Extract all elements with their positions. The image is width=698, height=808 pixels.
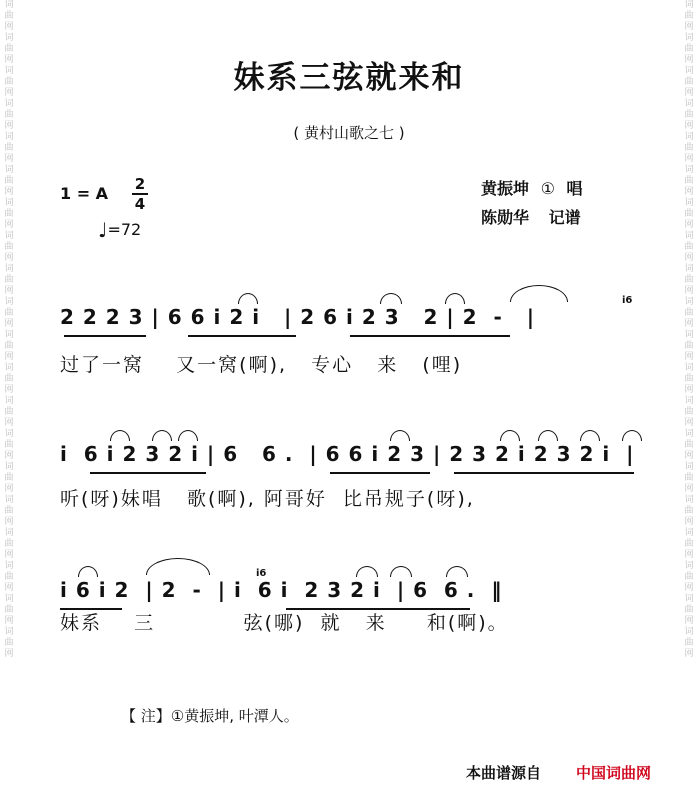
watermark-char: 词 — [684, 0, 694, 10]
watermark-char: 网 — [684, 319, 694, 329]
watermark-char: 曲 — [4, 638, 14, 648]
watermark-char: 网 — [4, 550, 14, 560]
recorder-credit — [481, 205, 581, 228]
slur — [538, 430, 558, 441]
score-line-2 — [60, 442, 660, 482]
slur — [110, 430, 130, 441]
watermark-char: 网 — [4, 484, 14, 494]
watermark-char: 网 — [4, 616, 14, 626]
watermark-char: 网 — [684, 253, 694, 263]
watermark-char: 词 — [684, 429, 694, 439]
watermark-char: 曲 — [4, 473, 14, 483]
watermark-char: 词 — [4, 0, 14, 10]
song-title: 妹系三弦就来和 — [233, 60, 465, 96]
tie — [146, 558, 210, 575]
watermark-char: 曲 — [4, 341, 14, 351]
watermark-char: 词 — [4, 429, 14, 439]
watermark-char: 词 — [684, 297, 694, 307]
watermark-char: 词 — [684, 462, 694, 472]
watermark-char: 词 — [4, 66, 14, 76]
watermark-char: 词 — [684, 330, 694, 340]
watermark-char: 网 — [684, 451, 694, 461]
watermark-char: 网 — [4, 121, 14, 131]
watermark-char: 曲 — [684, 209, 694, 219]
watermark-char: 网 — [4, 583, 14, 593]
watermark-char: 曲 — [684, 110, 694, 120]
watermark-char: 曲 — [4, 77, 14, 87]
tempo-value: =72 — [107, 220, 142, 239]
watermark-char: 网 — [684, 22, 694, 32]
watermark-char: 曲 — [4, 605, 14, 615]
watermark-char: 词 — [4, 297, 14, 307]
watermark-char: 网 — [684, 550, 694, 560]
watermark-char: 曲 — [4, 407, 14, 417]
source-label: 本曲谱源自 — [466, 764, 542, 782]
grace-note: i6 — [622, 295, 633, 306]
watermark-char: 网 — [684, 616, 694, 626]
watermark-char: 网 — [4, 286, 14, 296]
watermark-char: 网 — [684, 154, 694, 164]
watermark-char: 网 — [4, 220, 14, 230]
watermark-char: 词 — [684, 198, 694, 208]
time-signature — [132, 175, 148, 213]
singer-name: 黄振坤 — [481, 179, 530, 198]
slur — [152, 430, 172, 441]
watermark-char: 词 — [4, 495, 14, 505]
watermark-char: 曲 — [684, 638, 694, 648]
slur — [580, 430, 600, 441]
watermark-char: 词 — [684, 99, 694, 109]
watermark-char: 词 — [4, 33, 14, 43]
slur — [622, 430, 642, 441]
notation-line-1: 2 2 2 3 | 6 6 i 2 i | 2 6 i 2 3 2 | 2 - | — [60, 305, 535, 329]
watermark-char: 网 — [684, 484, 694, 494]
site-name: 中国词曲网 — [576, 764, 652, 782]
watermark-char: 网 — [684, 286, 694, 296]
watermark-char: 曲 — [4, 11, 14, 21]
watermark-char: 曲 — [684, 275, 694, 285]
tempo-marking — [98, 217, 142, 242]
time-numerator: 2 — [134, 175, 146, 193]
watermark-char: 词 — [684, 528, 694, 538]
watermark-char: 网 — [684, 517, 694, 527]
watermark-char: 网 — [684, 385, 694, 395]
footnote: 【 注】①黄振坤, 叶潭人。 — [121, 707, 299, 725]
slur — [500, 430, 520, 441]
beam — [330, 472, 430, 474]
watermark-char: 词 — [684, 33, 694, 43]
watermark-char: 词 — [684, 495, 694, 505]
slur — [356, 566, 378, 577]
grace-note: i6 — [256, 568, 267, 579]
watermark-char: 词 — [4, 528, 14, 538]
watermark-char: 曲 — [684, 341, 694, 351]
watermark-char: 曲 — [4, 308, 14, 318]
watermark-char: 网 — [684, 187, 694, 197]
watermark-char: 曲 — [4, 440, 14, 450]
watermark-char: 词 — [4, 132, 14, 142]
watermark-char: 曲 — [4, 506, 14, 516]
watermark-char: 曲 — [4, 539, 14, 549]
watermark-char: 网 — [4, 517, 14, 527]
slur — [390, 566, 412, 577]
beam — [188, 335, 296, 337]
watermark-char: 网 — [4, 649, 14, 659]
slur — [178, 430, 198, 441]
tie — [510, 285, 568, 302]
watermark-char: 词 — [684, 594, 694, 604]
slur — [380, 293, 402, 304]
watermark-char: 曲 — [4, 242, 14, 252]
watermark-char: 曲 — [4, 110, 14, 120]
watermark-char: 词 — [684, 66, 694, 76]
watermark-char: 词 — [684, 231, 694, 241]
recorder-name: 陈勋华 — [481, 208, 530, 227]
watermark-char: 网 — [4, 418, 14, 428]
recorder-role: 记谱 — [548, 208, 581, 227]
watermark-char: 曲 — [684, 77, 694, 87]
watermark-char: 曲 — [4, 209, 14, 219]
footnote-ref-mark: ① — [540, 179, 555, 198]
watermark-char: 词 — [4, 264, 14, 274]
watermark-char: 网 — [4, 253, 14, 263]
watermark-char: 词 — [4, 99, 14, 109]
watermark-char: 网 — [684, 418, 694, 428]
beam — [64, 335, 146, 337]
watermark-char: 网 — [4, 22, 14, 32]
watermark-char: 网 — [4, 154, 14, 164]
beam — [350, 335, 510, 337]
watermark-char: 词 — [4, 396, 14, 406]
watermark-char: 网 — [4, 451, 14, 461]
watermark-char: 曲 — [684, 374, 694, 384]
watermark-char: 曲 — [684, 44, 694, 54]
watermark-char: 网 — [684, 220, 694, 230]
watermark-char: 曲 — [684, 11, 694, 21]
watermark-char: 词 — [684, 165, 694, 175]
watermark-char: 词 — [4, 627, 14, 637]
slur — [445, 293, 465, 304]
watermark-char: 网 — [684, 88, 694, 98]
watermark-char: 网 — [4, 88, 14, 98]
watermark-char: 曲 — [684, 176, 694, 186]
lyrics-line-2: 听(呀)妹唱 歌(啊), 阿哥好 比吊规子(呀), — [60, 488, 475, 510]
watermark-char: 曲 — [684, 308, 694, 318]
notation-line-2: i 6 i 2 3 2 i | 6 6 . | 6 6 i 2 3 | 2 3 2 i 2 3 2 i | — [60, 442, 635, 466]
watermark-char: 词 — [684, 363, 694, 373]
watermark-char: 词 — [684, 132, 694, 142]
score-line-1 — [60, 295, 660, 345]
slur — [446, 566, 468, 577]
slur — [78, 566, 98, 577]
watermark-char: 词 — [4, 231, 14, 241]
quarter-note-icon: ♩ — [98, 217, 108, 242]
watermark-char: 曲 — [4, 275, 14, 285]
song-subtitle: ( 黄村山歌之七 ) — [293, 124, 405, 142]
watermark-char: 网 — [684, 121, 694, 131]
watermark-char: 词 — [684, 264, 694, 274]
watermark-char: 词 — [4, 165, 14, 175]
watermark-char: 网 — [684, 649, 694, 659]
watermark-char: 词 — [4, 198, 14, 208]
watermark-char: 网 — [684, 55, 694, 65]
watermark-char: 网 — [684, 352, 694, 362]
watermark-char: 曲 — [4, 143, 14, 153]
watermark-char: 网 — [4, 319, 14, 329]
watermark-char: 曲 — [684, 440, 694, 450]
slur — [390, 430, 410, 441]
watermark-char: 网 — [4, 385, 14, 395]
watermark-char: 词 — [4, 594, 14, 604]
watermark-char: 网 — [4, 55, 14, 65]
watermark-char: 词 — [684, 561, 694, 571]
watermark-char: 曲 — [4, 44, 14, 54]
watermark-char: 词 — [4, 462, 14, 472]
lyrics-line-3: 妹系 三 弦(哪) 就 来 和(啊)。 — [60, 612, 509, 634]
watermark-char: 曲 — [4, 176, 14, 186]
watermark-char: 网 — [684, 583, 694, 593]
singer-credit — [481, 176, 583, 199]
watermark-char: 词 — [684, 627, 694, 637]
slur — [238, 293, 258, 304]
watermark-char: 网 — [4, 187, 14, 197]
watermark-char: 网 — [4, 352, 14, 362]
watermark-char: 曲 — [684, 473, 694, 483]
key-signature: 1 = A — [60, 184, 109, 203]
watermark-char: 曲 — [4, 374, 14, 384]
watermark-char: 曲 — [684, 539, 694, 549]
watermark-char: 曲 — [684, 605, 694, 615]
watermark-char: 曲 — [684, 143, 694, 153]
notation-line-3: i 6 i 2 | 2 - | i 6 i 2 3 2 i | 6 6 . ‖ — [60, 578, 503, 602]
watermark-char: 词 — [4, 330, 14, 340]
lyrics-line-1: 过了一窝 又一窝(啊), 专心 来 (哩) — [60, 354, 463, 376]
time-denominator: 4 — [134, 195, 146, 213]
watermark-char: 词 — [684, 396, 694, 406]
watermark-char: 曲 — [684, 242, 694, 252]
watermark-char: 曲 — [684, 506, 694, 516]
watermark-char: 词 — [4, 363, 14, 373]
singer-role: 唱 — [566, 179, 583, 198]
watermark-char: 词 — [4, 561, 14, 571]
beam — [90, 472, 206, 474]
watermark-char: 曲 — [4, 572, 14, 582]
beam — [454, 472, 634, 474]
watermark-char: 曲 — [684, 572, 694, 582]
watermark-char: 曲 — [684, 407, 694, 417]
